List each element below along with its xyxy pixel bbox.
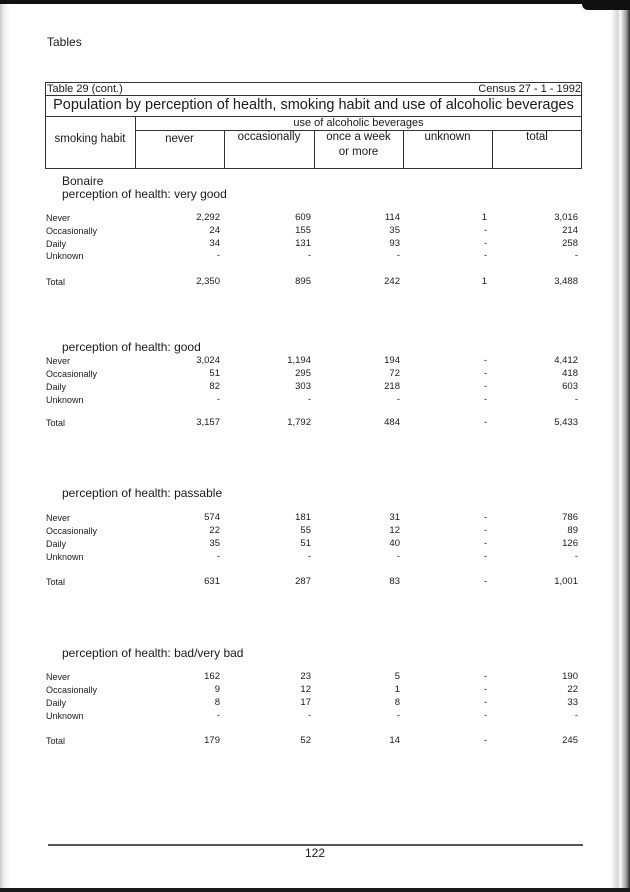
- header-smoking-habit: smoking habit: [54, 133, 126, 145]
- cell-once-a-week: 93: [389, 238, 400, 249]
- row-label: Total: [46, 418, 66, 428]
- cell-never: 24: [209, 225, 220, 236]
- row-label: Unknown: [46, 711, 84, 721]
- row-label: Daily: [46, 539, 67, 549]
- row-label: Daily: [46, 382, 67, 392]
- cell-once-a-week: -: [396, 710, 400, 721]
- cell-total: 4,412: [554, 355, 578, 366]
- cell-total: 126: [562, 538, 578, 549]
- cell-unknown: -: [483, 538, 487, 549]
- cell-occasionally: 55: [300, 525, 311, 536]
- section-title: perception of health: bad/very bad: [62, 646, 244, 660]
- cell-occasionally: 51: [300, 538, 311, 549]
- cell-once-a-week: 242: [384, 276, 400, 287]
- cell-unknown: -: [483, 735, 487, 746]
- cell-occasionally: 181: [295, 512, 311, 523]
- section-title: perception of health: very good: [62, 187, 227, 201]
- cell-occasionally: -: [307, 394, 311, 405]
- cell-occasionally: 12: [300, 684, 311, 695]
- cell-unknown: -: [483, 697, 487, 708]
- cell-once-a-week: 114: [384, 212, 400, 223]
- cell-once-a-week: 8: [394, 697, 400, 708]
- section-title: perception of health: good: [62, 340, 201, 354]
- row-label: Total: [46, 277, 66, 287]
- cell-occasionally: 303: [295, 381, 311, 392]
- cell-occasionally: -: [307, 710, 311, 721]
- row-label: Occasionally: [46, 685, 98, 695]
- cell-once-a-week: -: [396, 250, 400, 261]
- cell-never: -: [216, 394, 220, 405]
- table-number: Table 29 (cont.): [47, 83, 123, 95]
- cell-total: -: [574, 551, 578, 562]
- cell-once-a-week: 1: [394, 684, 400, 695]
- cell-never: 8: [214, 697, 220, 708]
- cell-unknown: -: [483, 710, 487, 721]
- cell-once-a-week: 72: [389, 368, 400, 379]
- cell-never: 3,157: [196, 417, 220, 428]
- cell-once-a-week: 14: [389, 735, 400, 746]
- cell-occasionally: 609: [295, 212, 311, 223]
- row-label: Unknown: [46, 251, 84, 261]
- page-left-edge: [0, 0, 10, 892]
- cell-total: 22: [567, 684, 578, 695]
- cell-unknown: -: [483, 684, 487, 695]
- row-label: Occasionally: [46, 226, 98, 236]
- header-occasionally: occasionally: [237, 131, 301, 143]
- census-date: Census 27 - 1 - 1992: [478, 83, 581, 95]
- cell-occasionally: 17: [300, 697, 311, 708]
- cell-total: 3,488: [554, 276, 578, 287]
- cell-unknown: -: [483, 671, 487, 682]
- cell-never: 35: [209, 538, 220, 549]
- cell-unknown: -: [483, 525, 487, 536]
- cell-never: 162: [204, 671, 220, 682]
- cell-unknown: -: [483, 394, 487, 405]
- scan-bottom-border: [0, 888, 630, 892]
- cell-occasionally: 287: [295, 576, 311, 587]
- row-label: Total: [46, 577, 66, 587]
- cell-never: -: [216, 250, 220, 261]
- cell-occasionally: 155: [295, 225, 311, 236]
- cell-occasionally: 295: [295, 368, 311, 379]
- cell-never: -: [216, 551, 220, 562]
- cell-total: 1,001: [554, 576, 578, 587]
- row-label: Never: [46, 672, 71, 682]
- page-number: 122: [304, 846, 326, 860]
- table-title: Population by perception of health, smoking habit and use of alcoholic beverages: [53, 97, 574, 113]
- header-alcohol-group: use of alcoholic beverages: [293, 117, 424, 129]
- row-label: Unknown: [46, 395, 84, 405]
- cell-total: -: [574, 710, 578, 721]
- row-label: Unknown: [46, 552, 84, 562]
- cell-once-a-week: 83: [389, 576, 400, 587]
- cell-unknown: -: [483, 512, 487, 523]
- cell-never: 9: [214, 684, 220, 695]
- scan-top-border: [0, 0, 630, 4]
- cell-once-a-week: 218: [384, 381, 400, 392]
- cell-once-a-week: -: [396, 394, 400, 405]
- cell-occasionally: 1,792: [287, 417, 311, 428]
- cell-unknown: -: [483, 417, 487, 428]
- cell-never: 179: [204, 735, 220, 746]
- header-once-a-week: once a week: [326, 131, 391, 143]
- cell-unknown: -: [483, 250, 487, 261]
- cell-once-a-week: -: [396, 551, 400, 562]
- cell-occasionally: 131: [295, 238, 311, 249]
- header-never: never: [165, 133, 194, 145]
- cell-unknown: -: [483, 551, 487, 562]
- row-label: Daily: [46, 239, 67, 249]
- cell-occasionally: -: [307, 551, 311, 562]
- cell-never: 51: [209, 368, 220, 379]
- page-right-edge: [612, 0, 630, 892]
- cell-unknown: -: [483, 381, 487, 392]
- row-label: Never: [46, 213, 71, 223]
- cell-total: 418: [562, 368, 578, 379]
- cell-unknown: -: [483, 368, 487, 379]
- cell-unknown: 1: [481, 276, 487, 287]
- header-or-more: or more: [338, 146, 379, 158]
- cell-occasionally: -: [307, 250, 311, 261]
- cell-never: 22: [209, 525, 220, 536]
- section-title: perception of health: passable: [62, 486, 223, 500]
- row-label: Occasionally: [46, 526, 98, 536]
- cell-unknown: -: [483, 355, 487, 366]
- cell-occasionally: 895: [295, 276, 311, 287]
- cell-once-a-week: 484: [384, 417, 400, 428]
- cell-total: 214: [562, 225, 578, 236]
- cell-never: 2,350: [196, 276, 220, 287]
- cell-never: 574: [204, 512, 220, 523]
- cell-total: 89: [567, 525, 578, 536]
- cell-never: 34: [209, 238, 220, 249]
- cell-total: 33: [567, 697, 578, 708]
- cell-total: -: [574, 394, 578, 405]
- cell-unknown: -: [483, 238, 487, 249]
- cell-once-a-week: 35: [389, 225, 400, 236]
- cell-unknown: -: [483, 576, 487, 587]
- row-label: Total: [46, 736, 66, 746]
- cell-total: 258: [562, 238, 578, 249]
- cell-occasionally: 52: [300, 735, 311, 746]
- cell-once-a-week: 194: [384, 355, 400, 366]
- header-total: total: [526, 131, 548, 143]
- cell-once-a-week: 31: [389, 512, 400, 523]
- cell-total: 603: [562, 381, 578, 392]
- cell-unknown: 1: [481, 212, 487, 223]
- cell-occasionally: 1,194: [287, 355, 311, 366]
- header-unknown: unknown: [424, 131, 471, 143]
- cell-once-a-week: 5: [394, 671, 400, 682]
- cell-unknown: -: [483, 225, 487, 236]
- region-label: Bonaire: [62, 174, 104, 188]
- row-label: Daily: [46, 698, 67, 708]
- cell-occasionally: 23: [300, 671, 311, 682]
- cell-once-a-week: 12: [389, 525, 400, 536]
- cell-never: 3,024: [196, 355, 220, 366]
- cell-never: 82: [209, 381, 220, 392]
- cell-never: -: [216, 710, 220, 721]
- row-label: Never: [46, 513, 71, 523]
- cell-total: 5,433: [554, 417, 578, 428]
- cell-total: 190: [562, 671, 578, 682]
- cell-total: 786: [562, 512, 578, 523]
- cell-never: 2,292: [196, 212, 220, 223]
- cell-total: -: [574, 250, 578, 261]
- row-label: Never: [46, 356, 71, 366]
- row-label: Occasionally: [46, 369, 98, 379]
- rule: [45, 95, 582, 96]
- scan-top-corner: [582, 0, 630, 10]
- cell-once-a-week: 40: [389, 538, 400, 549]
- cell-never: 631: [204, 576, 220, 587]
- cell-total: 3,016: [554, 212, 578, 223]
- running-head: Tables: [47, 35, 82, 49]
- cell-total: 245: [562, 735, 578, 746]
